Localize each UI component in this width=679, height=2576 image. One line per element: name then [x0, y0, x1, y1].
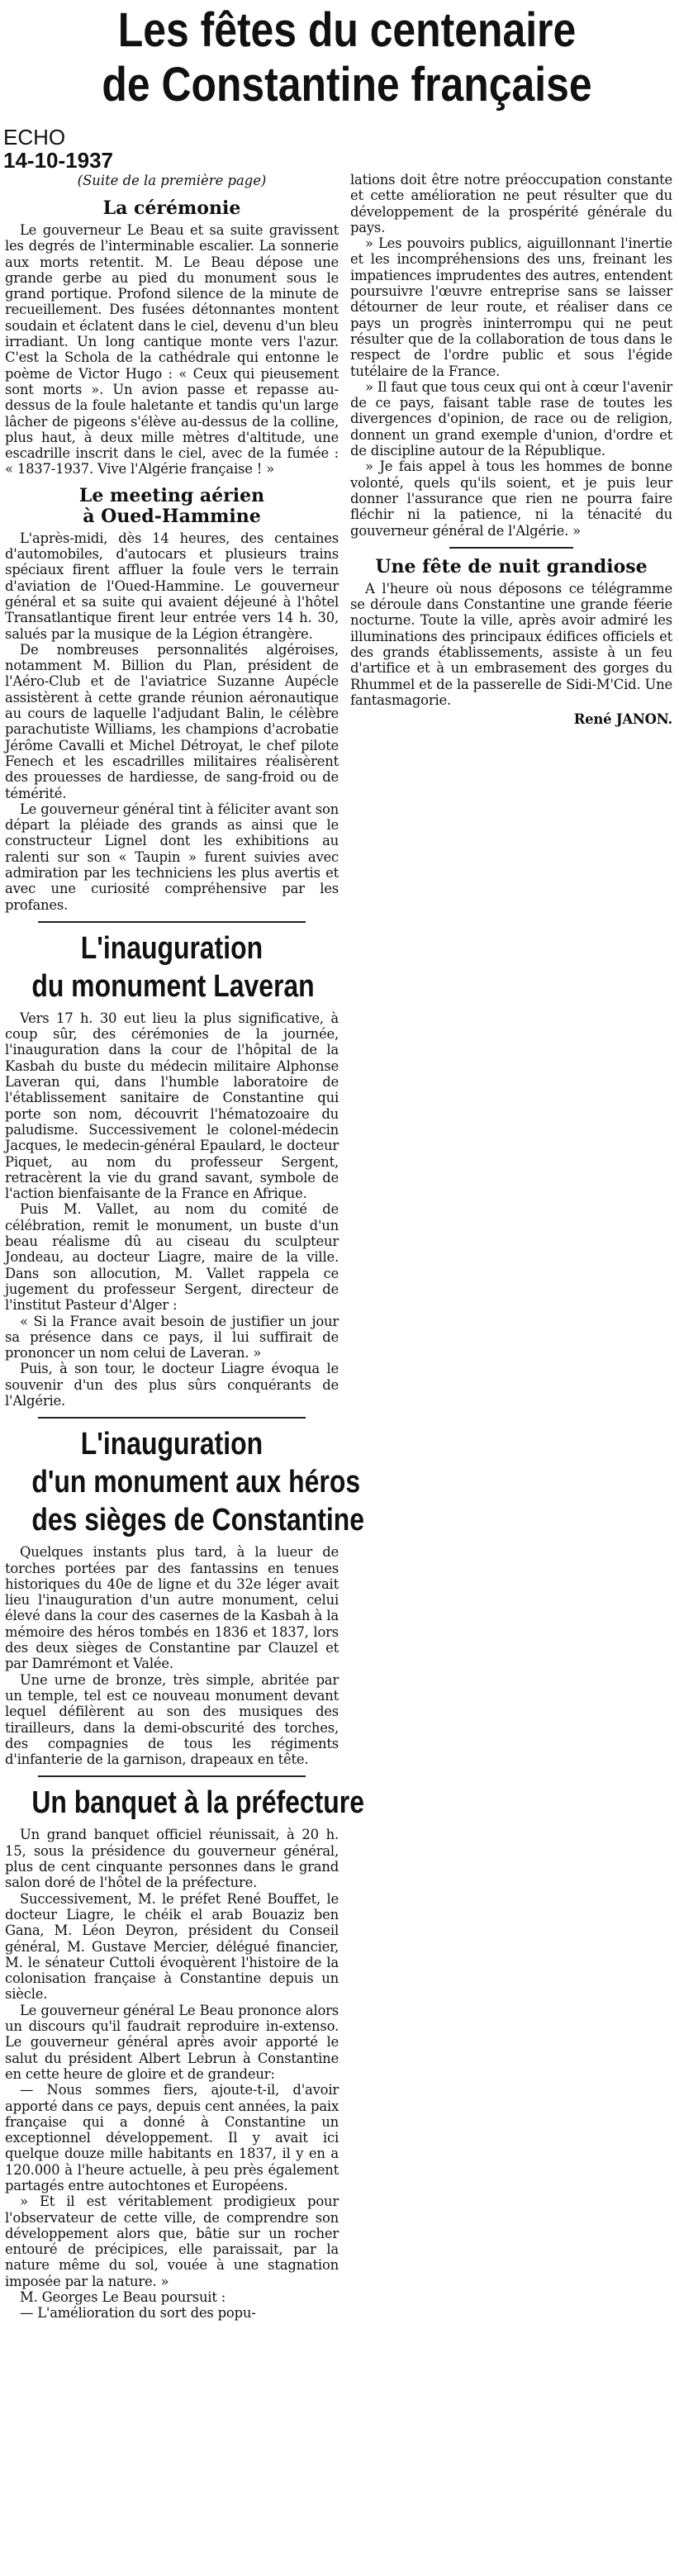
- source-name: ECHO: [3, 125, 66, 150]
- paragraph: De nombreuses personnalités algéroises, notamment M. Billion du Plan, président de l'Aéro-Club et de l'aviatrice Suzanne Aupécle assistèrent à cette grande réunion aéronautique au cours de laquelle l'adjudant Balin, le célèbre parachutiste Williams, les champions d'acrobatie Jérôme Cavalli et Michel Détroyat, le chef pilote Fenech et les escadrilles militaires réalisèrent des prouesses de hardiesse, de sang-froid ou de témérité.: [5, 641, 339, 801]
- paragraph: Puis, à son tour, le docteur Liagre évoqua le souvenir d'un des plus sûrs conquérants de l'Algérie.: [5, 1361, 339, 1409]
- section-title-meeting-line-2: à Oued-Hammine: [83, 505, 261, 527]
- section-divider: [38, 921, 306, 923]
- section-title-heros-line-1: L'inauguration: [80, 1427, 264, 1462]
- section-title-meeting-line-1: Le meeting aérien: [78, 484, 265, 506]
- paragraph: » Les pouvoirs publics, aiguillonnant l'inertie et les incompréhensions des uns, freinant les impatiences imprudentes des autres, entendent poursuivre l'œuvre entreprise sans se laisser détourner de leur route, et réaliser dans ce pays un progrès ininterrompu qui ne peut résulter que de la collaboration de tous dans le respect de l'ordre public et sous l'égide tutélaire de la France.: [350, 235, 672, 379]
- paragraph: Un grand banquet officiel réunissait, à 20 h. 15, sous la présidence du gouverneur général, plus de cent cinquante personnes dans le grand salon doré de l'hôtel de la préfecture.: [5, 1827, 339, 1891]
- continued-note: (Suite de la première page): [77, 173, 267, 188]
- paragraph: Successivement, M. le préfet René Bouffet, le docteur Liagre, le chéik el arab Bouaziz ben Gana, M. Léon Deyron, président du Conseil général, M. Gustave Mercier, délégué financier, M. le sénateur Cuttoli évoquèrent l'histoire de la colonisation française à Constantine depuis un siècle.: [5, 1890, 339, 2003]
- author-signature: René JANON.: [573, 711, 672, 728]
- source-note: [3, 126, 113, 172]
- section-title-laveran-line-2: du monument Laveran: [31, 968, 315, 1004]
- paragraph: M. Georges Le Beau poursuit :: [20, 2289, 226, 2306]
- paragraph: Une urne de bronze, très simple, abritée par un temple, tel est ce nouveau monument devant lequel défilèrent au son des musiques des tirailleurs, dans la demi-obscurité des torches, des compagnies de tous les régiments d'infanterie de la garnison, drapeaux en tête.: [5, 1671, 339, 1768]
- paragraph: — L'amélioration du sort des popu-: [20, 2305, 256, 2322]
- paragraph: Vers 17 h. 30 eut lieu la plus significative, à coup sûr, des cérémonies de la journée, l'inauguration dans la cour de l'hôpital de la Kasbah du buste du médecin militaire Alphonse Laveran qui, dans l'humble laboratoire de l'établissement sanitaire de Constantine qui porte son nom, découvrit l'hématozoaire du paludisme. Successivement le colonel-médecin Jacques, le medecin-général Epaulard, le docteur Piquet, au nom du professeur Sergent, retracèrent la vie du grand savant, symbole de l'action bienfaisante de la France en Afrique.: [5, 1010, 339, 1202]
- paragraph: L'après-midi, dès 14 heures, des centaines d'automobiles, d'autocars et plusieurs trains spéciaux firent affluer la foule vers le terrain d'aviation de l'Oued-Hammine. Le gouverneur général et sa suite qui avaient déjeuné à l'hôtel Transatlantique firent leur entrée vers 14 h. 30, salués par la musique de la Légion étrangère.: [5, 530, 339, 642]
- section-title-heros-line-3: des sièges de Constantine: [31, 1503, 364, 1538]
- section-title-ceremonie: La cérémonie: [102, 197, 241, 219]
- section-divider: [449, 547, 573, 549]
- section-title-nuit: Une fête de nuit grandiose: [375, 555, 648, 577]
- headline-line-2: de Constantine française: [102, 58, 592, 112]
- right-column: [350, 172, 672, 728]
- paragraph: Le gouverneur Le Beau et sa suite gravissent les degrés de l'interminable escalier. La sonnerie aux morts retentit. M. Le Beau dépose une grande gerbe au pied du monument sous le grand portique. Profond silence de la minute de recueillement. Des fusées détonnantes montent soudain et éclatent dans le ciel, devenu d'un bleu irradiant. Un long cantique monte vers l'azur. C'est la Schola de la cathédrale qui entonne le poème de Victor Hugo : « Ceux qui pieusement sont morts ». Un avion passe et repasse au-dessus de la foule haletante et tandis qu'un large lâcher de pigeons s'élève au-dessus de la colline, plus haut, à deux mille mètres d'altitude, une escadrille inscrit dans le ciel, avec de la fumée : « 1837-1937. Vive l'Algérie française ! »: [5, 222, 339, 478]
- section-title-laveran: [31, 929, 315, 1005]
- paragraph: Le gouverneur général Le Beau prononce alors un discours qu'il faudrait reproduire in-extenso. Le gouverneur général après avoir apporté le salut du président Albert Lebrun à Constantine en cette heure de gloire et de grandeur:: [5, 2002, 339, 2082]
- paragraph: « Si la France avait besoin de justifier un jour sa présence dans ce pays, il lui suffirait de prononcer un nom celui de Laveran. »: [5, 1313, 339, 1362]
- paragraph: — Nous sommes fiers, ajoute-t-il, d'avoir apporté dans ce pays, depuis cent années, la paix française qui a donné à Constantine un exceptionnel développement. Il y avait ici quelque douze mille habitants en 1837, il y en a 120.000 à l'heure actuelle, à peu près également partagés entre autochtones et Européens.: [5, 2082, 339, 2193]
- section-title-heros: [31, 1425, 364, 1539]
- section-divider: [38, 1417, 306, 1419]
- paragraph: A l'heure où nous déposons ce télégramme se déroule dans Constantine une grande féerie nocturne. Toute la ville, après avoir admiré les illuminations des principaux édifices officiels et des grands établissements, assiste à un feu d'artifice et à un embrasement des gorges du Rhummel et de la passerelle de Sidi-M'Cid. Une fantasmagorie.: [350, 580, 672, 708]
- section-divider: [38, 1775, 306, 1777]
- paragraph: » Je fais appel à tous les hommes de bonne volonté, quels qu'ils soient, et je puis leur donner l'assurance que rien ne pourra faire fléchir ni la patience, ni la ténacité du gouverneur général de l'Algérie. »: [350, 459, 672, 539]
- headline-line-1: Les fêtes du centenaire: [117, 3, 577, 57]
- paragraph: Puis M. Vallet, au nom du comité de célébration, remit le monument, un buste d'un beau réalisme dû au ciseau du sculpteur Jondeau, au docteur Liagre, maire de la ville. Dans son allocution, M. Vallet rappela ce jugement du professeur Sergent, directeur de l'institut Pasteur d'Alger :: [5, 1201, 339, 1314]
- paragraph: Le gouverneur général tint à féliciter avant son départ la pléiade des grands as ainsi que le constructeur Lignel dont les exhibitions au ralenti sur son « Taupin » furent suivies avec admiration par les techniciens les plus avertis et avec une curiosité compréhensive par les profanes.: [5, 801, 339, 913]
- paragraph: » Il faut que tous ceux qui ont à cœur l'avenir de ce pays, faisant table rase de toutes les divergences d'opinion, de race ou de religion, donnent un grand exemple d'union, d'ordre et de discipline autour de la République.: [350, 378, 672, 459]
- paragraph: Quelques instants plus tard, à la lueur de torches portées par des fantassins en tenues historiques du 40e de ligne et du 32e léger avait lieu l'inauguration d'un autre monument, celui élevé dans la cour des casernes de la Kasbah à la mémoire des héros tombés en 1836 et 1837, lors des deux sièges de Constantine par Clauzel et par Damrémont et Valée.: [5, 1544, 339, 1672]
- section-title-meeting: [5, 486, 339, 527]
- section-title-heros-line-2: d'un monument aux héros: [31, 1465, 361, 1500]
- left-column: [5, 172, 364, 2322]
- source-date: 14-10-1937: [3, 148, 113, 173]
- section-title-banquet: Un banquet à la préfecture: [31, 1785, 364, 1821]
- headline: [77, 3, 617, 112]
- paragraph: lations doit être notre préoccupation constante et cette amélioration ne peut résulter que du développement de la prospérité générale du pays.: [350, 172, 672, 235]
- paragraph: » Et il est véritablement prodigieux pour l'observateur de cette ville, de comprendre son développement alors que, bâtie sur un rocher entouré de précipices, elle paraissait, par la nature même du sol, vouée à une stagnation imposée par la nature. »: [5, 2193, 339, 2289]
- section-title-laveran-line-1: L'inauguration: [80, 930, 264, 966]
